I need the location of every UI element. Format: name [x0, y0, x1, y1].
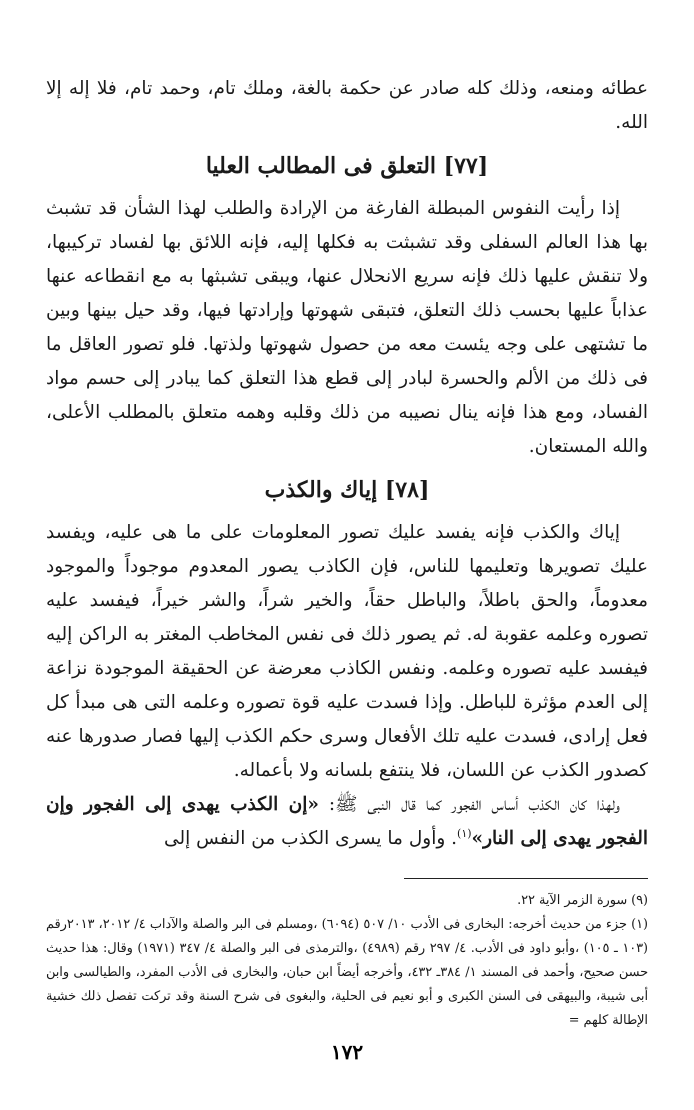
section-78-paragraph-1: إياك والكذب فإنه يفسد عليك تصور المعلومات على ما هى عليه، ويفسد عليك تصويرها وتعليمها للناس، فإن الكاذب يصور المعدوم موجوداً والموجود معدوماً، والحق باطلاً، والباطل حقاً، والخير شراً، والشر خيراً، فيفسد عليه تصوره وعلمه عقوبة له. ثم يصور ذلك فى نفس المخاطب المغتر به الراكن إليه فيفسد عليه تصوره وعلمه. ونفس الكاذب معرضة عن الحقيقة الموجودة نزاعة إلى العدم مؤثرة للباطل. وإذا فسدت عليه قوة تصوره وعلمه التى هى مبدأ كل فعل إرادى، فسدت عليه تلك الأفعال وسرى حكم الكذب إليها فصار صدورها عنه كصدور الكذب عن اللسان، فلا ينتفع بلسانه ولا بأعماله.	[46, 522, 648, 781]
hadith-quote: «إن الكذب يهدى إلى الفجور وإن الفجور يهدى إلى النار»	[46, 794, 648, 849]
section-78-heading: [٧٨] إياك والكذب	[264, 477, 430, 503]
continuation-paragraph: عطائه ومنعه، وذلك كله صادر عن حكمة بالغة، وملك تام، وحمد تام، فلا إله إلا الله.	[46, 78, 648, 133]
page-number: ١٧٢	[330, 1040, 364, 1064]
section-78-paragraph-2	[46, 788, 648, 856]
footnote-divider	[404, 878, 648, 879]
footnote-1: (١) جزء من حديث أخرجه: البخارى فى الأدب ١٠/ ٥٠٧ (٦٠٩٤) ،ومسلم فى البر والصلة والآداب ٤/ ٢٠١٢، ٢٠١٣رقم (١٠٣ ـ ١٠٥) ،وأبو داود فى الأدب. ٤/ ٢٩٧ رقم (٤٩٨٩) ،والترمذى فى البر والصلة ٤/ ٣٤٧ (١٩٧١) وقال: هذا حديث حسن صحيح، وأحمد فى المسند ١/ ٣٨٤ـ ٤٣٢، وأخرجه أيضاً ابن حبان، والبخارى فى الأدب المفرد، والطيالسى وابن أبى شيبة، والبيهقى فى السنن الكبرى و أبو نعيم فى الحلية، والبغوى فى شرح السنة وقد تركت تفصل ذلك خشية الإطالة كلهم =	[46, 917, 648, 1028]
section-77-heading: [٧٧] التعلق فى المطالب العليا	[205, 153, 489, 179]
hadith-intro: ولهذا كان الكذب أساس الفجور كما قال النبى ﷺ:	[318, 794, 620, 815]
section-77-paragraph: إذا رأيت النفوس المبطلة الفارغة من الإرادة والطلب لهذا الشأن قد تشبث بها هذا العالم السفلى وقد تشبثت به فكلها إليه، فإنه اللائق بها لفساد تركيبها، ولا تنقش عليها ذلك فإنه سريع الانحلال عنها، ويبقى تشبثها به مع انقطاعه عنها عذاباً عليها بحسب ذلك التعلق، فتبقى شهوتها وإرادتها فيها، وقد حيل بينها وبين ما تشتهى على وجه يئست معه من حصول شهوتها ولذتها. فلو تصور العاقل ما فى ذلك من الألم والحسرة لبادر إلى قطع هذا التعلق كما يبادر إلى حسم مواد الفساد، ومع هذا فإنه ينال نصيبه من ذلك وقلبه وهمه متعلق بالمطلب الأعلى، والله المستعان.	[46, 198, 648, 457]
hadith-continuation: . وأول ما يسرى الكذب من النفس إلى	[164, 828, 458, 849]
footnote-9: (٩) سورة الزمر الآية ٢٢.	[517, 893, 648, 908]
footnote-reference[interactable]: (١)	[457, 826, 472, 840]
